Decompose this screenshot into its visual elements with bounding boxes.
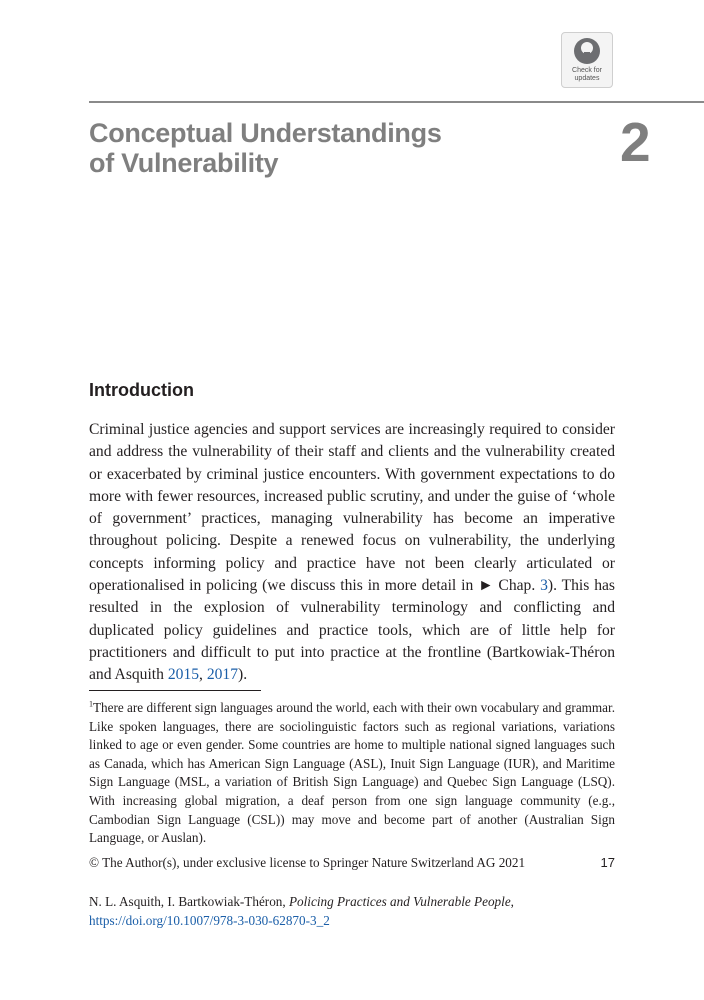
footnote-rule (89, 690, 261, 691)
body-text-start: Criminal justice agencies and support services are increasingly required to consider and address the vulnerability of their staff and clients and the vulnerability created or exacerbated by criminal justice encounters. With government expectations to do more with fewer resources, increased public scrutiny, and under the guise of ‘whole of government’ practices, managing vulnerability has become an imperative throughout policing. Despite a renewed focus on vulnerability, the underlying concepts informing policy and practice have not been clearly articulated or operationalised in policing (we discuss this in more detail in (89, 421, 615, 595)
chapter-3-link[interactable]: 3 (540, 577, 548, 595)
chapter-title-line-2: of Vulnerability (89, 148, 279, 178)
body-text-middle: ). This has resulted in the explosion of vulnerability terminology and conflicting and duplicated policy guidelines and practice tools, which are of little help for practitioners and difficult to put into practice at the frontline (Bartkowiak-Théron and Asquith (89, 577, 615, 684)
chapter-header-rule (89, 101, 704, 103)
citation-separator: , (199, 666, 207, 684)
body-text-end: ). (238, 666, 248, 684)
check-for-updates-label (562, 67, 612, 83)
citation-2015-link[interactable]: 2015 (167, 666, 200, 684)
footnote (89, 699, 615, 848)
citation-authors: N. L. Asquith, I. Bartkowiak-Théron, (89, 894, 289, 909)
copyright-notice: © The Author(s), under exclusive license to Springer Nature Switzerland AG 2021 (89, 855, 526, 870)
chapter-number: 2 (620, 111, 651, 173)
book-title: Policing Practices and Vulnerable People (288, 894, 511, 909)
body-paragraph (89, 419, 615, 687)
section-heading: Introduction (89, 380, 194, 400)
doi-link[interactable]: https://doi.org/10.1007/978-3-030-62870-3_2 (89, 912, 330, 928)
chapter-ref-label: Chap. (493, 577, 541, 595)
check-for-updates-icon (574, 38, 600, 64)
check-for-updates-badge[interactable] (561, 32, 613, 88)
footnote-marker: 1 (89, 699, 93, 709)
page-number: 17 (600, 855, 615, 870)
book-citation (89, 893, 615, 930)
citation-comma: , (510, 894, 514, 909)
chapter-title (89, 118, 529, 178)
chapter-title-line-1: Conceptual Understandings (89, 118, 442, 148)
footnote-text: There are different sign languages around the world, each with their own vocabulary and grammar. Like spoken languages, there are sociolinguistic factors such as regional variations, variations linked to age or even gender. Some countries are home to multiple national signed languages such as Canada, which has American Sign Language (ASL), Inuit Sign Language (IUR), and Maritime Sign Language (MSL, a variation of British Sign Language) and Quebec Sign Language (LSQ). With increasing global migration, a deaf person from one sign language community (e.g., Cambodian Sign Language (CSL)) may move and become part of another (Australian Sign Language, or Auslan). (89, 700, 615, 846)
chapter-arrow-icon: ► (478, 577, 494, 595)
badge-line-2: updates (574, 75, 600, 82)
citation-2017-link[interactable]: 2017 (206, 666, 239, 684)
badge-line-1: Check for (572, 67, 602, 74)
